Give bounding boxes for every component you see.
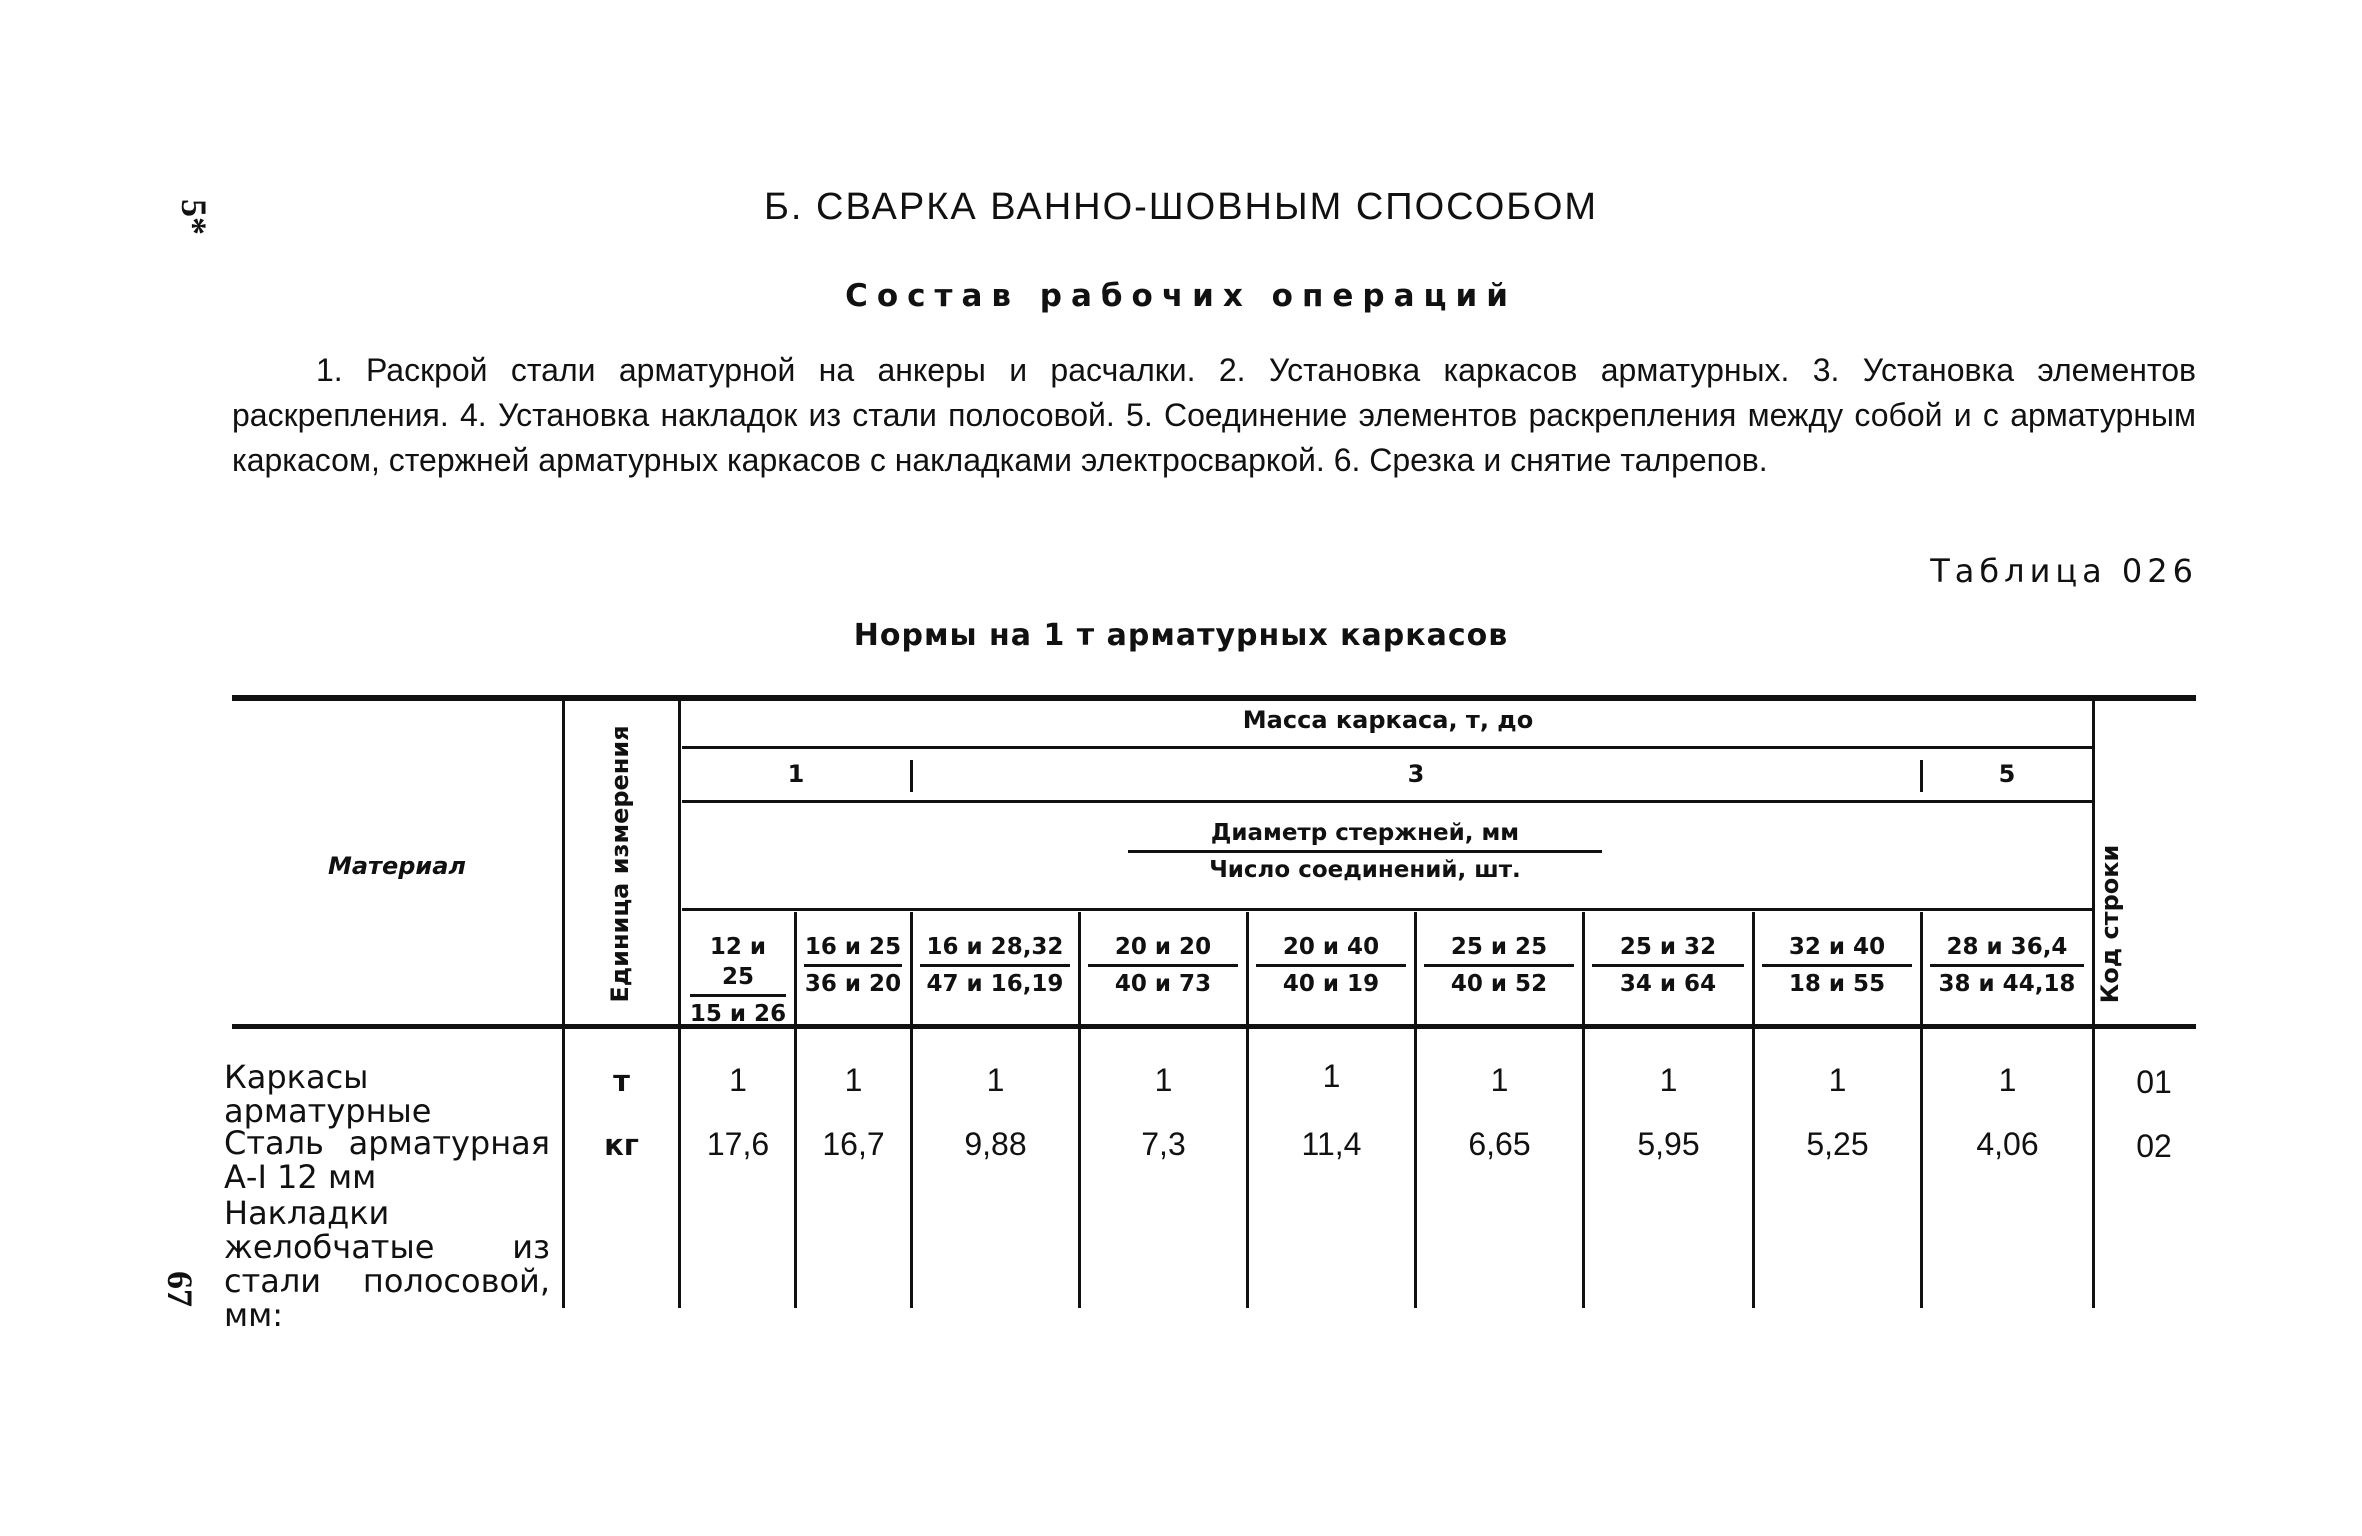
column-diameter: 25 и 32 (1592, 932, 1744, 967)
header-diameter-connections (1122, 818, 1608, 885)
col-rule-3 (910, 912, 913, 1308)
column-connections: 38 и 44,18 (1938, 971, 2076, 997)
mass-rule (682, 746, 2094, 749)
column-connections: 15 и 26 (689, 1001, 787, 1027)
row-value: 5,25 (1806, 1126, 1869, 1162)
section-subtitle: Состав рабочих операций (845, 278, 1517, 314)
column-diameter: 28 и 36,4 (1930, 932, 2084, 967)
header-bottom-rule (232, 1024, 2196, 1029)
row-value: 1 (844, 1062, 863, 1098)
group-rule (682, 800, 2094, 803)
row-material: Сталь арматурная А-I 12 мм (224, 1124, 550, 1196)
col-rule-6 (1414, 912, 1417, 1308)
page-mark-top: 5* (174, 199, 214, 235)
row-value: 7,3 (1141, 1126, 1186, 1162)
row-value: 1 (1154, 1062, 1173, 1098)
column-header (684, 932, 792, 1029)
header-code: Код строки (2096, 844, 2124, 1004)
col-rule-5 (1246, 912, 1249, 1308)
row-value: 5,95 (1637, 1126, 1700, 1162)
column-header (1586, 932, 1750, 999)
mass-group-3: 3 (1407, 760, 1425, 788)
diameter-rule (682, 908, 2094, 911)
row-value: 1 (1998, 1062, 2017, 1098)
row-code: 01 (2136, 1064, 2172, 1100)
section-title: Б. СВАРКА ВАННО-ШОВНЫМ СПОСОБОМ (763, 186, 1599, 228)
column-diameter: 20 и 40 (1256, 932, 1406, 967)
page-number: 67 (160, 1271, 200, 1307)
col-rule-7 (1582, 912, 1585, 1308)
table-number: Таблица 026 (1930, 552, 2198, 590)
col-rule-9 (1920, 912, 1923, 1308)
row-material: Каркасы арматурные (224, 1058, 432, 1130)
column-connections: 40 и 73 (1114, 971, 1212, 997)
row-unit: т (613, 1064, 630, 1098)
column-diameter: 16 и 28,32 (920, 932, 1070, 967)
row-value: 4,06 (1976, 1126, 2039, 1162)
column-diameter: 32 и 40 (1762, 932, 1912, 967)
column-header (798, 932, 908, 999)
column-header (1418, 932, 1580, 999)
header-connections: Число соединений, шт. (1209, 857, 1521, 883)
table-top-rule (232, 695, 2196, 701)
column-header (1924, 932, 2090, 999)
column-connections: 34 и 64 (1619, 971, 1717, 997)
column-header (1756, 932, 1918, 999)
col-rule-8 (1752, 912, 1755, 1308)
header-diameter: Диаметр стержней, мм (1128, 818, 1602, 853)
row-material: Накладки желобчатые из стали полосовой, мм: (224, 1194, 550, 1334)
col-rule-unit (562, 698, 565, 1308)
column-header (914, 932, 1076, 999)
row-value: 11,4 (1301, 1126, 1362, 1162)
row-value: 1 (729, 1062, 747, 1098)
operations-paragraph: 1. Раскрой стали арматурной на анкеры и расчалки. 2. Установка каркасов арматурных. 3. Установка элементов раскрепления. 4. Установка накладок из стали полосовой. 5. Соединение элементов раскрепления между собой и с арматурным каркасом, стержней арматурных каркасов с накладками электросваркой. 6. Срезка и снятие талрепов. (232, 352, 2196, 478)
column-diameter: 16 и 25 (804, 932, 902, 967)
row-value: 1 (1490, 1062, 1509, 1098)
row-value: 1 (1659, 1062, 1678, 1098)
row-value: 1 (1322, 1058, 1341, 1094)
column-diameter: 12 и 25 (690, 932, 786, 997)
row-value: 6,65 (1468, 1126, 1531, 1162)
column-diameter: 20 и 20 (1088, 932, 1238, 967)
column-connections: 47 и 16,19 (926, 971, 1064, 997)
col-rule-2 (794, 912, 797, 1308)
row-value: 9,88 (964, 1126, 1027, 1162)
header-mass: Масса каркаса, т, до (1242, 706, 1534, 734)
column-connections: 18 и 55 (1788, 971, 1886, 997)
col-rule-data-start (678, 698, 681, 1308)
mass-group-5: 5 (1998, 760, 2016, 788)
col-rule-4 (1078, 912, 1081, 1308)
column-connections: 40 и 52 (1450, 971, 1548, 997)
row-value: 1 (986, 1062, 1005, 1098)
column-header (1082, 932, 1244, 999)
column-connections: 40 и 19 (1282, 971, 1380, 997)
row-value: 17,6 (706, 1126, 770, 1162)
table-caption: Нормы на 1 т арматурных каркасов (853, 618, 1509, 653)
mass-group-1: 1 (787, 760, 805, 788)
row-unit: кг (604, 1128, 639, 1162)
column-header (1250, 932, 1412, 999)
header-unit: Единица измерения (606, 725, 634, 1003)
row-value: 1 (1828, 1062, 1847, 1098)
col-rule-code (2092, 698, 2095, 1308)
column-connections: 36 и 20 (804, 971, 902, 997)
row-value: 16,7 (822, 1126, 885, 1162)
row-code: 02 (2136, 1128, 2172, 1164)
header-material: Материал (327, 852, 467, 880)
column-diameter: 25 и 25 (1424, 932, 1574, 967)
